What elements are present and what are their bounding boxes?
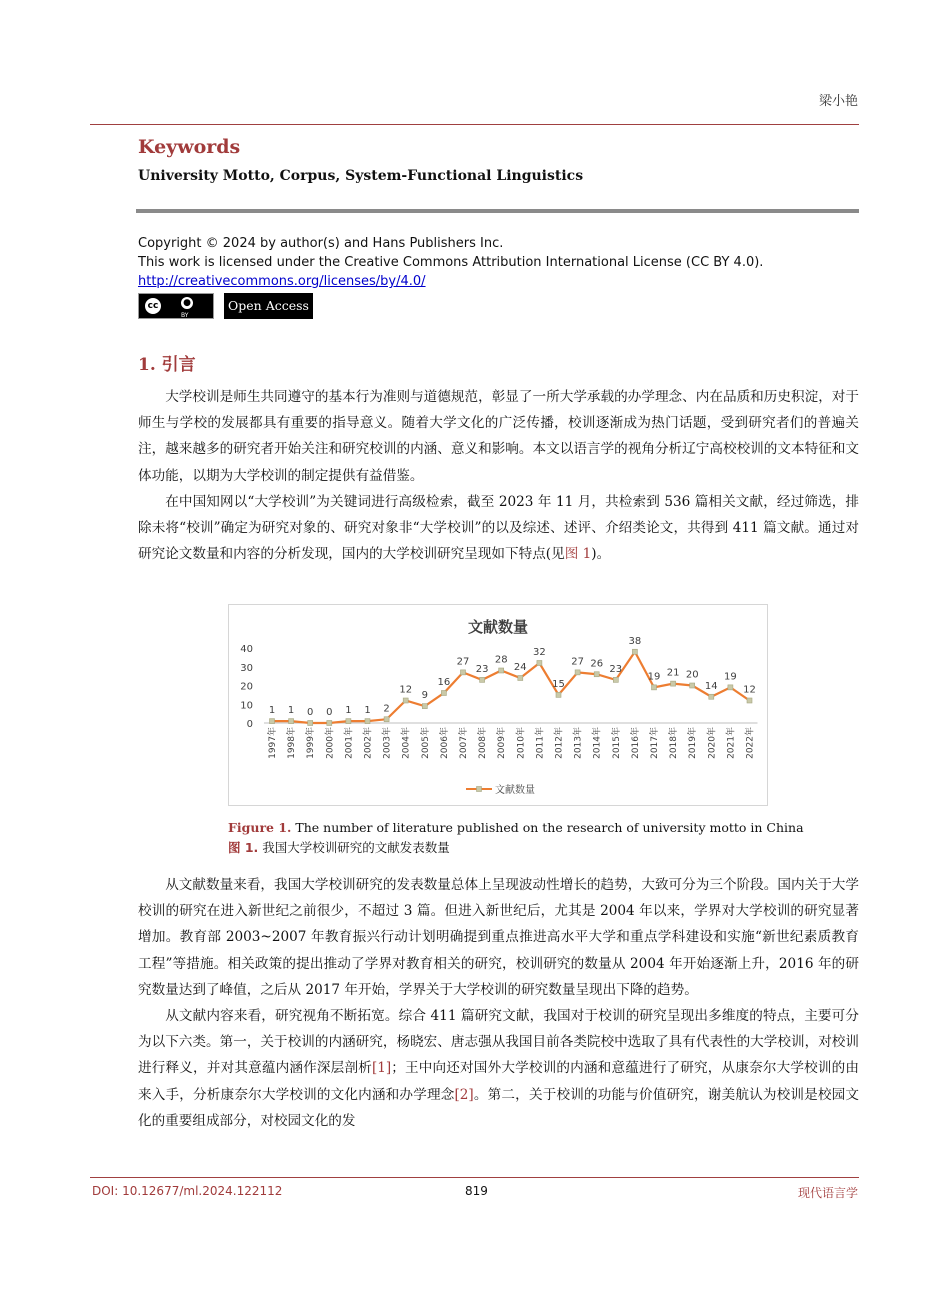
data-point — [308, 721, 313, 726]
x-tick-label: 2001年 — [344, 727, 355, 759]
data-point — [441, 691, 446, 696]
data-label: 1 — [268, 705, 276, 717]
open-access-badge[interactable]: Open Access — [224, 293, 313, 319]
x-tick-label: 2012年 — [554, 727, 565, 759]
data-label: 14 — [704, 680, 718, 692]
paragraph-1: 大学校训是师生共同遵守的基本行为准则与道德规范，彰显了一所大学承载的办学理念、内在品质和历史积淀，对于师生与学校的发展都具有重要的指导意义。随着大学文化的广泛传播，校训逐渐成为热门话题，受到研究者们的普遍关注，越来越多的研究者开始关注和研究校训的内涵、意义和影响。本文以语言学的视角分析辽宁高校校训的文本特征和文体功能，以期为大学校训的制定提供有益借鉴。 — [138, 389, 859, 484]
keywords-heading: Keywords — [138, 136, 241, 158]
data-label: 19 — [647, 671, 661, 683]
data-point — [270, 719, 275, 724]
data-point — [728, 685, 733, 690]
data-label: 27 — [456, 656, 470, 668]
cc-icon: cc — [143, 296, 163, 316]
section-divider — [136, 209, 859, 213]
x-tick-label: 2010年 — [516, 727, 527, 759]
series-line — [272, 652, 750, 723]
page-number: 819 — [465, 1184, 488, 1198]
data-label: 9 — [421, 690, 428, 702]
data-point — [671, 681, 676, 686]
data-point — [556, 692, 561, 697]
copyright-line: Copyright © 2024 by author(s) and Hans Publishers Inc. — [138, 236, 504, 251]
x-tick-label: 2008年 — [478, 727, 489, 759]
x-tick-label: 2017年 — [650, 727, 660, 759]
data-label: 15 — [552, 678, 565, 690]
y-tick-label: 0 — [246, 719, 253, 730]
data-label: 28 — [494, 654, 508, 666]
data-label: 1 — [287, 705, 295, 717]
x-tick-label: 2014年 — [592, 727, 603, 759]
body-paragraphs — [138, 872, 859, 1134]
data-label: 1 — [345, 705, 352, 717]
data-point — [518, 676, 523, 681]
chart-title: 文献数量 — [467, 618, 529, 636]
data-point — [461, 670, 466, 675]
data-label: 20 — [685, 669, 699, 681]
paragraph-4: 从文献内容来看，研究视角不断拓宽。综合 411 篇研究文献，我国对于校训的研究呈现出多维度的特点，主要可分为以下六类。第一，关于校训的内涵研究，杨晓宏、唐志强从我国目前各类院校中选取了具有代表性的大学校训，对校训进行释义，并对其意蕴内涵作深层剖析[1]；王中向还对国外大学校训的内涵和意蕴进行了研究，从康奈尔大学校训的由来入手，分析康奈尔大学校训的文化内涵和办学理念[2]。第二，关于校训的功能与价值研究，谢美航认为校训是校园文化的重要组成部分，对校园文化的发 — [138, 1008, 859, 1129]
data-point — [652, 685, 657, 690]
x-tick-label: 2015年 — [611, 727, 622, 759]
data-label: 2 — [383, 703, 390, 715]
data-point — [499, 668, 504, 673]
data-point — [422, 704, 427, 709]
x-tick-label: 2009年 — [497, 727, 508, 759]
data-label: 27 — [571, 656, 584, 668]
data-point — [709, 694, 714, 699]
citation-1-link[interactable]: [1] — [371, 1060, 392, 1077]
data-point — [346, 719, 351, 724]
keywords-list: University Motto, Corpus, System-Functional Linguistics — [138, 168, 584, 184]
footer-doi[interactable]: DOI: 10.12677/ml.2024.122112 — [92, 1184, 283, 1198]
data-label: 23 — [475, 663, 489, 675]
x-tick-label: 2020年 — [707, 727, 718, 759]
figure-ref-link[interactable]: 图 1 — [564, 546, 592, 563]
running-header-author: 梁小艳 — [818, 94, 858, 109]
figure-1-chart — [228, 604, 768, 806]
cc-by-badge[interactable] — [138, 293, 214, 319]
person-icon: ● — [179, 295, 195, 311]
data-point — [537, 661, 542, 666]
data-point — [403, 698, 408, 703]
x-tick-label: 2018年 — [669, 727, 680, 759]
data-point — [747, 698, 752, 703]
data-point — [613, 677, 618, 682]
data-label: 0 — [326, 707, 333, 718]
x-tick-label: 2005年 — [420, 727, 431, 759]
y-tick-label: 40 — [240, 644, 253, 655]
journal-name: 现代语言学 — [797, 1186, 858, 1200]
data-point — [690, 683, 695, 688]
data-label: 12 — [743, 684, 756, 696]
x-tick-label: 2007年 — [459, 727, 469, 759]
data-label: 12 — [399, 684, 413, 696]
x-tick-label: 1999年 — [306, 727, 317, 759]
x-tick-label: 1998年 — [287, 727, 298, 759]
data-label: 0 — [307, 707, 314, 718]
legend-marker — [477, 787, 482, 792]
figure-caption-cn: 图 1. 我国大学校训研究的文献发表数量 — [228, 840, 450, 855]
section-heading: 1. 引言 — [138, 355, 196, 375]
data-point — [327, 721, 332, 726]
footer-divider — [90, 1177, 859, 1178]
y-tick-label: 10 — [240, 700, 253, 712]
by-label: BY — [181, 312, 189, 319]
data-label: 38 — [628, 635, 642, 647]
x-tick-label: 2002年 — [363, 727, 374, 759]
data-label: 26 — [590, 658, 604, 670]
header-divider — [90, 124, 859, 125]
x-tick-label: 2000年 — [325, 727, 336, 759]
x-tick-label: 2011年 — [535, 727, 546, 759]
data-point — [289, 719, 294, 724]
data-point — [575, 670, 580, 675]
citation-2-link[interactable]: [2] — [454, 1086, 474, 1103]
data-point — [384, 717, 389, 722]
data-point — [365, 719, 370, 724]
x-tick-label: 2004年 — [401, 727, 412, 759]
x-tick-label: 1997年 — [268, 727, 278, 759]
x-tick-label: 2016年 — [630, 727, 641, 759]
y-tick-label: 20 — [240, 681, 253, 693]
data-label: 21 — [666, 667, 680, 679]
x-tick-label: 2013年 — [573, 727, 584, 759]
data-point — [632, 649, 637, 654]
paragraph-3: 从文献数量来看，我国大学校训研究的发表数量总体上呈现波动性增长的趋势，大致可分为三个阶段。国内关于大学校训的研究在进入新世纪之前很少，不超过 3 篇。但进入新世纪后，尤其是 2004 年以来，学界对大学校训的研究显著增加。教育部 2003~2007 年教育振兴行动计划明确提到重点推进高水平大学和重点学科建设和实施“新世纪素质教育工程”等措施。相关政策的提出推动了学界对教育相关的研究，校训研究的数量从 2004 年开始逐渐上升，2016 年的研究数量达到了峰值，之后从 2017 年开始，学界关于大学校训的研究数量呈现出下降的趋势。 — [138, 877, 859, 998]
x-tick-label: 2006年 — [439, 727, 450, 759]
license-line: This work is licensed under the Creative Commons Attribution International License (CC BY 4.0). — [138, 255, 764, 270]
paragraph-2: 在中国知网以“大学校训”为关键词进行高级检索，截至 2023 年 11 月，共检索到 536 篇相关文献，经过筛选，排除未将“校训”确定为研究对象的、研究对象非“大学校训”的以及综述、述评、介绍类论文，共得到 411 篇文献。通过对研究论文数量和内容的分析发现，国内的大学校训研究呈现如下特点(见图 1)。 — [138, 493, 859, 563]
y-tick-label: 30 — [240, 662, 253, 674]
data-label: 16 — [437, 677, 451, 688]
data-label: 23 — [609, 663, 623, 675]
data-point — [480, 677, 485, 682]
data-label: 19 — [724, 671, 737, 683]
license-link[interactable]: http://creativecommons.org/licenses/by/4.0/ — [138, 274, 426, 289]
data-label: 32 — [533, 647, 546, 658]
legend-label: 文献数量 — [495, 785, 535, 796]
data-label: 24 — [513, 662, 527, 673]
intro-paragraphs — [138, 384, 859, 567]
figure-caption-en: Figure 1. The number of literature published on the research of university motto in China — [228, 820, 804, 835]
x-tick-label: 2019年 — [688, 727, 699, 759]
x-tick-label: 2003年 — [382, 727, 393, 759]
data-point — [594, 672, 599, 677]
x-tick-label: 2021年 — [726, 727, 737, 759]
data-label: 1 — [364, 705, 371, 717]
x-tick-label: 2022年 — [745, 727, 756, 759]
line-chart — [229, 605, 767, 805]
